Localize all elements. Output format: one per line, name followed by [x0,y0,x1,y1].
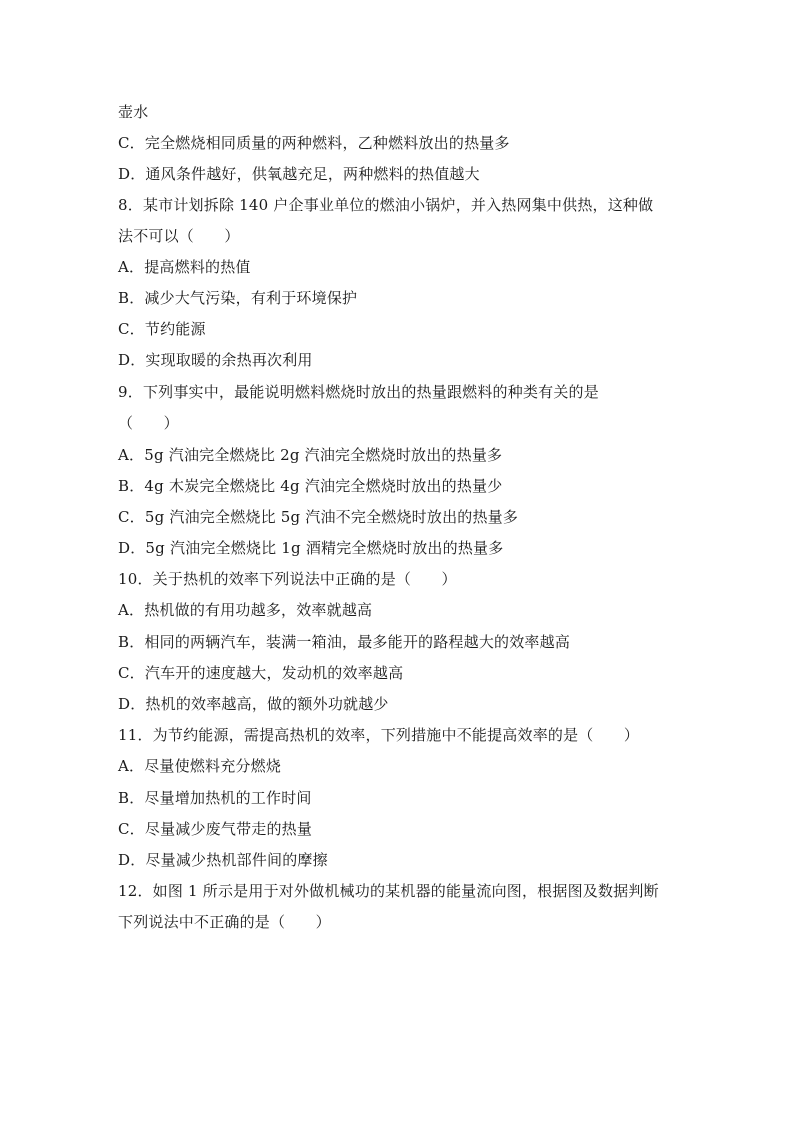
option-b: B．减少大气污染，有利于环境保护 [118,289,358,307]
option-d: D．通风条件越好，供氧越充足，两种燃料的热值越大 [118,165,480,183]
option-a: A．尽量使燃料充分燃烧 [118,757,282,775]
question-8: 8．某市计划拆除 140 户企事业单位的燃油小锅炉，并入热网集中供热，这种做 [118,196,654,214]
question-11: 11．为节约能源，需提高热机的效率，下列措施中不能提高效率的是（ ） [118,726,640,744]
question-12: 12．如图 1 所示是用于对外做机械功的某机器的能量流向图，根据图及数据判断 [118,882,659,900]
option-c: C．汽车开的速度越大，发动机的效率越高 [118,664,404,682]
option-b: B．相同的两辆汽车，装满一箱油，最多能开的路程越大的效率越高 [118,633,571,651]
option-b: B．4g 木炭完全燃烧比 4g 汽油完全燃烧时放出的热量少 [118,477,503,495]
option-d: D．尽量减少热机部件间的摩擦 [118,851,328,869]
option-c: C．节约能源 [118,320,206,338]
option-c: C．完全燃烧相同质量的两种燃料，乙种燃料放出的热量多 [118,134,510,152]
question-8-cont: 法不可以（ ） [118,227,240,245]
question-12-cont: 下列说法中不正确的是（ ） [118,913,331,931]
option-c: C．5g 汽油完全燃烧比 5g 汽油不完全燃烧时放出的热量多 [118,508,519,526]
option-d: D．5g 汽油完全燃烧比 1g 酒精完全燃烧时放出的热量多 [118,539,504,557]
option-a: A．提高燃料的热值 [118,258,251,276]
text-line: 壶水 [118,103,149,121]
option-a: A．5g 汽油完全燃烧比 2g 汽油完全燃烧时放出的热量多 [118,446,503,464]
option-b: B．尽量增加热机的工作时间 [118,789,312,807]
question-9: 9．下列事实中，最能说明燃料燃烧时放出的热量跟燃料的种类有关的是 [118,383,599,401]
option-a: A．热机做的有用功越多，效率就越高 [118,601,373,619]
option-d: D．热机的效率越高，做的额外功就越少 [118,695,389,713]
question-10: 10．关于热机的效率下列说法中正确的是（ ） [118,570,457,588]
question-9-cont: （ ） [118,414,179,432]
option-c: C．尽量减少废气带走的热量 [118,820,313,838]
option-d: D．实现取暖的余热再次利用 [118,351,313,369]
